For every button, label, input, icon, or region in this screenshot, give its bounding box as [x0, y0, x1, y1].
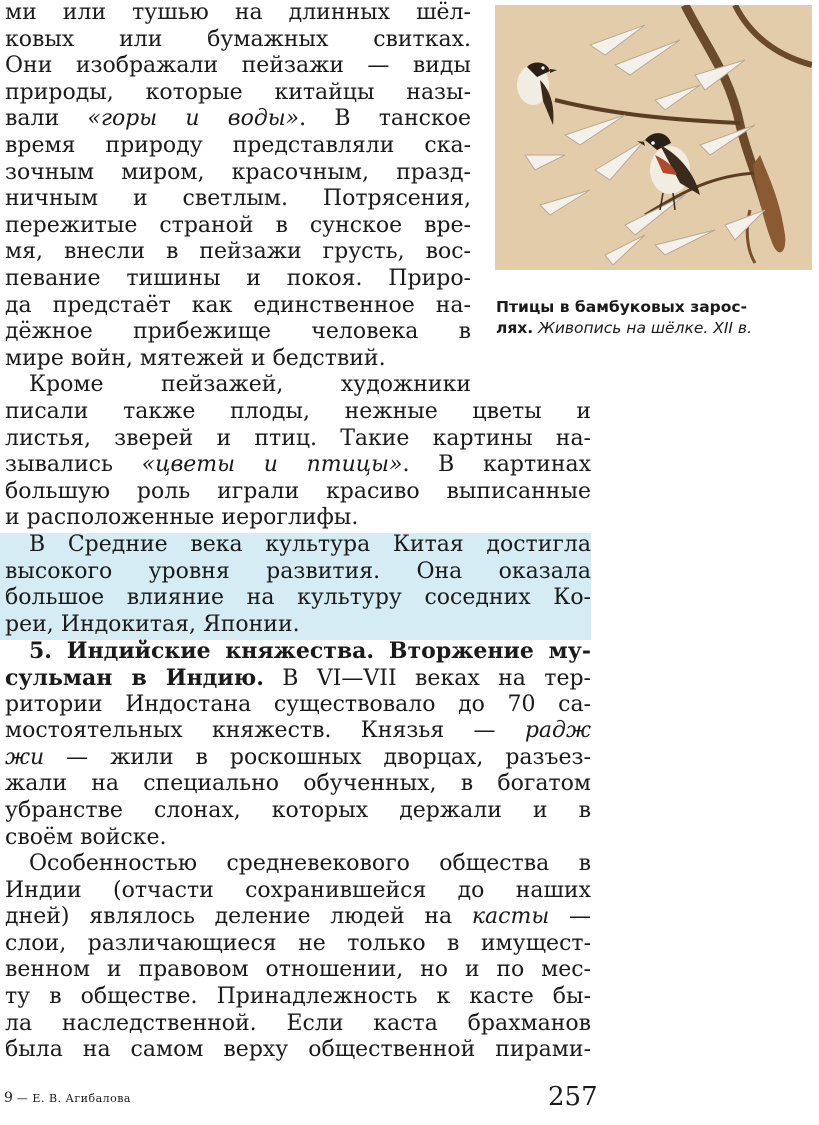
text-line: высокого уровня развития. Она оказала — [5, 558, 591, 584]
text-line: мя, внесли в пейзажи грусть, вос- — [5, 239, 471, 265]
section-heading-end: сульман в Индию. — [5, 664, 264, 691]
text-line: певание тишины и покоя. Приро- — [5, 265, 471, 291]
text-line: вали «горы и воды». В танское — [5, 106, 471, 132]
term-flowers-birds: «цветы и птицы» — [141, 452, 403, 478]
text-line: ковых или бумажных свитках. — [5, 26, 471, 52]
page-number: 257 — [548, 1082, 598, 1112]
birds-in-bamboo-painting — [495, 5, 812, 270]
text-line: зывались «цветы и птицы». В картинах — [5, 452, 592, 478]
text-line: ту в обществе. Принадлежность к касте бы- — [5, 984, 591, 1010]
text-line: зочным миром, красочным, празд- — [5, 159, 471, 185]
author-signature: — Е. В. Агибалова — [12, 1092, 131, 1105]
term-rajas: радж — [524, 718, 591, 744]
text-line: реи, Индокитая, Японии. — [5, 611, 300, 637]
text-line: Индии (отчасти сохранившейся до наших — [5, 877, 591, 903]
text-line: ла наследственной. Если каста брахманов — [5, 1010, 591, 1036]
text-line: пережитые страной в сунское вре- — [5, 212, 471, 238]
text-line: ничным и светлым. Потрясения, — [5, 186, 471, 212]
text-line: жали на специально обученных, в богатом — [5, 771, 591, 797]
text-line: дёжное прибежище человека в — [5, 319, 471, 345]
text-line: убранстве слонах, которых держали и в — [5, 797, 591, 823]
text-line: сульман в Индию. В VI—VII веках на тер- — [5, 664, 591, 691]
section-heading: 5. Индийские княжества. Вторжение му- — [29, 638, 591, 665]
caption-description: Живопись на шёлке. XII в. — [533, 319, 752, 337]
footer-signature — [4, 1090, 131, 1106]
text-line: большое влияние на культуру соседних Ко- — [5, 585, 591, 611]
text-line: Кроме пейзажей, художники — [29, 372, 471, 398]
text-line: была на самом верху общественной пирами- — [5, 1037, 591, 1063]
text-line: ритории Индостана существовало до 70 са- — [5, 691, 591, 717]
text-line: В Средние века культура Китая достигла — [29, 531, 591, 557]
text-line: Особенностью средневекового общества в — [29, 851, 591, 877]
text-line: ми или тушью на длинных шёл- — [5, 0, 471, 25]
text-line: мостоятельных княжеств. Князья — радж — [5, 718, 591, 744]
text-line: большую роль играли красиво выписанные — [5, 478, 591, 504]
text-line: мире войн, мятежей и бедствий. — [5, 345, 386, 371]
text-line: листья, зверей и птиц. Такие картины на- — [5, 425, 591, 451]
painting-illustration — [495, 5, 812, 270]
term-castes: касты — [471, 904, 550, 930]
text-line: природы, которые китайцы назы- — [5, 79, 471, 105]
text-line: писали также плоды, нежные цветы и — [5, 399, 591, 424]
text-line: и расположенные иероглифы. — [5, 505, 359, 531]
text-line: слои, различающиеся не только в имущест- — [5, 930, 591, 956]
sheet-number: 9 — [4, 1090, 13, 1106]
text-line: дней) являлось деление людей на касты — — [5, 904, 591, 930]
text-line: время природу представляли ска- — [5, 132, 471, 158]
mid-text-block — [5, 399, 591, 1064]
text-line: жи — жили в роскошных дворцах, разъез- — [5, 744, 591, 770]
text-line: своём войске. — [5, 824, 167, 850]
caption-title-line1: Птицы в бамбуковых зарос- — [496, 298, 748, 316]
text-line: венном и правовом отношении, но и по мес- — [5, 957, 591, 983]
term-mountains-waters: «горы и воды» — [87, 106, 300, 132]
top-text-block — [5, 0, 471, 399]
text-line: да предстаёт как единственное на- — [5, 292, 471, 318]
figure-caption — [496, 297, 816, 339]
text-line: Они изображали пейзажи — виды — [5, 53, 471, 79]
term-rajas-end: жи — [5, 744, 45, 770]
caption-title-line2: лях. — [496, 319, 534, 337]
